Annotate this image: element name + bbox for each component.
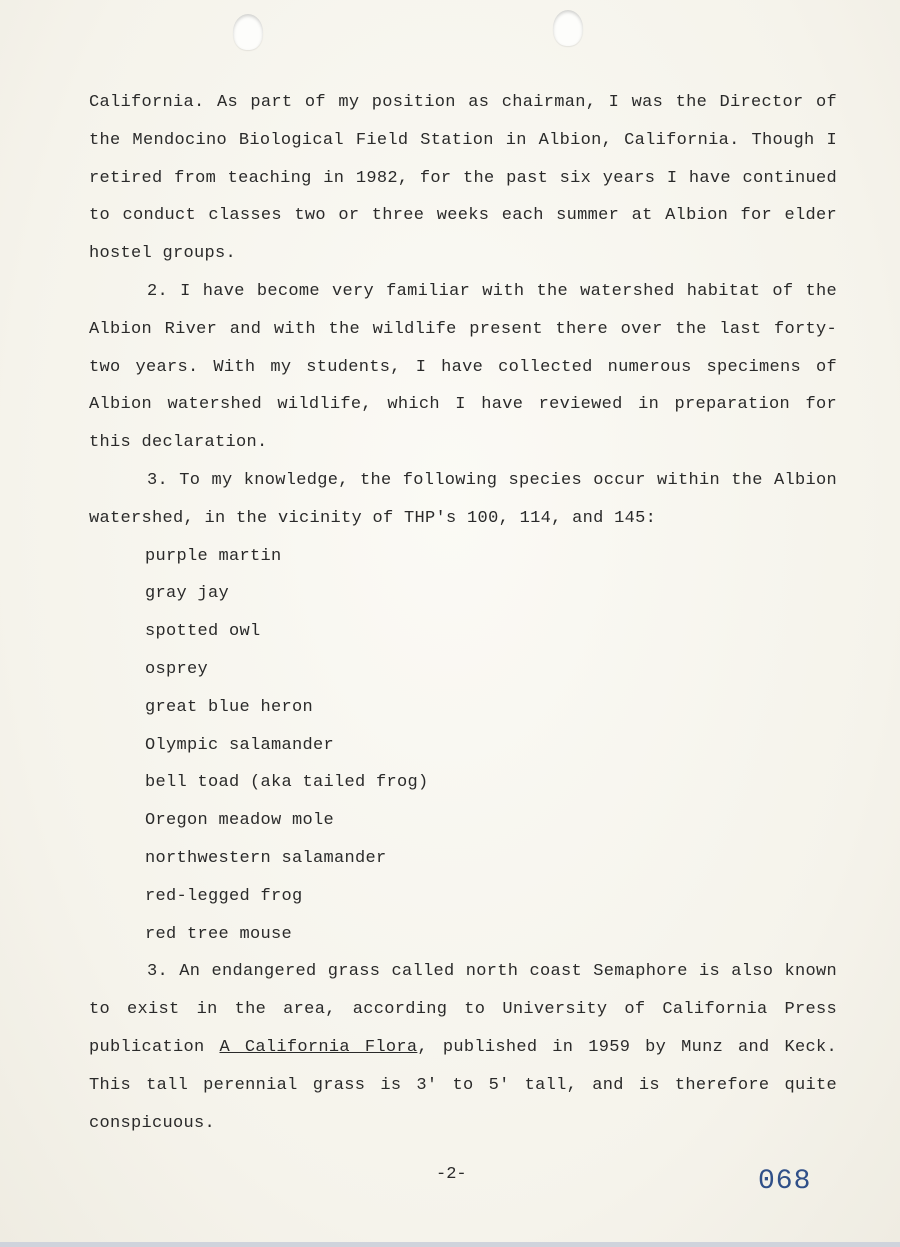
list-item: red-legged frog (145, 886, 303, 906)
species-list (89, 538, 837, 954)
page-bottom-edge (0, 1242, 900, 1247)
list-item: Oregon meadow mole (145, 811, 335, 831)
punch-hole (553, 10, 583, 46)
paragraph-4 (89, 953, 837, 1142)
list-item: bell toad (aka tailed frog) (145, 773, 429, 793)
paragraph-3: 3. To my knowledge, the following species occur within the Albion watershed, in the vicinity of THP's 100, 114, and 145: (89, 470, 837, 528)
paragraph-4-lead: 3. An endangered grass called north coast Semaphore is also known to exist in the area, according to University of California Press publication (89, 962, 837, 1057)
list-item: spotted owl (145, 622, 261, 642)
paragraph-intro: California. As part of my position as chairman, I was the Director of the Mendocino Biological Field Station in Albion, California. Though I retired from teaching in 1982, for the past six years I have continued to conduct classes two or three weeks each summer at Albion for elder hostel groups. (89, 93, 837, 264)
list-item: great blue heron (145, 697, 314, 717)
bates-number: 068 (758, 1166, 812, 1197)
list-item: red tree mouse (145, 924, 293, 944)
list-item: northwestern salamander (145, 848, 387, 868)
book-title: A California Flora (219, 1037, 418, 1057)
list-item: osprey (145, 659, 209, 679)
document-body (89, 84, 837, 1142)
paragraph-2: 2. I have become very familiar with the watershed habitat of the Albion River and with the wildlife present there over the last forty-two years. With my students, I have collected numerous specimens of Albion watershed wildlife, which I have reviewed in preparation for this declaration. (89, 281, 837, 453)
paragraph-4-tail: , published in 1959 by Munz and Keck. This tall perennial grass is 3' to 5' tall, and is therefore quite conspicuous. (89, 1037, 837, 1133)
list-item: gray jay (145, 584, 230, 604)
page-number: -2- (436, 1165, 467, 1184)
list-item: Olympic salamander (145, 735, 335, 755)
punch-hole (233, 14, 263, 50)
list-item: purple martin (145, 546, 282, 566)
